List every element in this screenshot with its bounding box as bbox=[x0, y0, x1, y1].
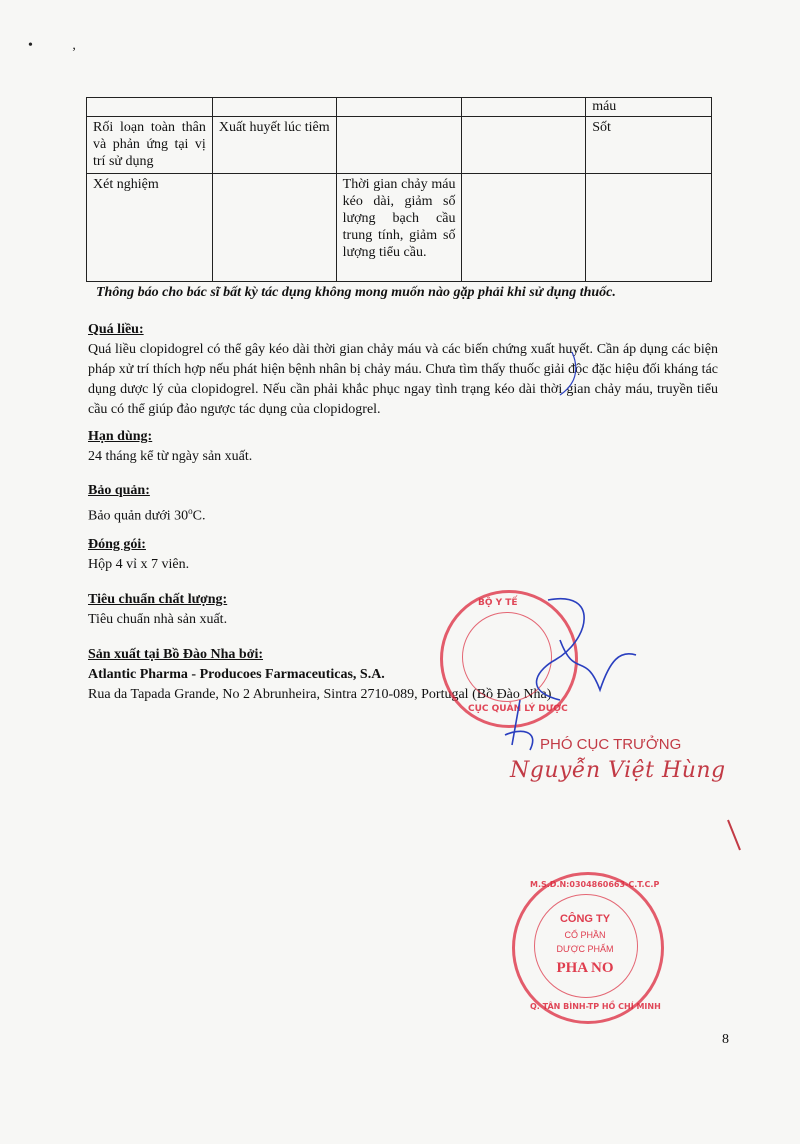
company-stamp-line1: CÔNG TY bbox=[559, 913, 611, 925]
quality-heading: Tiêu chuẩn chất lượng: bbox=[88, 592, 228, 607]
table-cell: Thời gian chảy máu kéo dài, giảm số lượng bạch cầu trung tính, giảm số lượng tiểu cầu. bbox=[336, 174, 462, 282]
manufacturer-heading: Sản xuất tại Bồ Đào Nha bởi: bbox=[88, 647, 264, 662]
table-cell: máu bbox=[586, 98, 712, 117]
storage-text: Bảo quản dưới 30$^o$C. bbox=[88, 506, 206, 524]
company-stamp-ring-bottom: Q. TÂN BÌNH-TP HỒ CHÍ MINH bbox=[530, 1002, 661, 1011]
table-cell: Rối loạn toàn thân và phản ứng tại vị trí sử dụng bbox=[87, 117, 213, 174]
packaging-heading: Đóng gói: bbox=[88, 537, 146, 552]
manufacturer-address: Rua da Tapada Grande, No 2 Abrunheira, Sintra 2710-089, Portugal (Bồ Đào Nha) bbox=[88, 687, 552, 702]
adverse-effects-notice: Thông báo cho bác sĩ bất kỳ tác dụng không mong muốn nào gặp phải khi sử dụng thuốc. bbox=[96, 285, 616, 300]
table-cell: Xuất huyết lúc tiêm bbox=[212, 117, 336, 174]
overdose-heading: Quá liều: bbox=[88, 322, 144, 337]
signatory-name: Nguyễn Việt Hùng bbox=[510, 758, 726, 783]
company-stamp-line2: CỔ PHẦN bbox=[564, 930, 606, 940]
shelf-life-text: 24 tháng kể từ ngày sản xuất. bbox=[88, 449, 253, 464]
table-cell: Xét nghiệm bbox=[87, 174, 213, 282]
company-stamp-line4: PHA NO bbox=[556, 960, 614, 976]
ministry-stamp-bottom-text: CỤC QUẢN LÝ DƯỢC bbox=[468, 704, 568, 714]
company-stamp-ring-top: M.S.D.N:0304860663-C.T.C.P bbox=[530, 880, 660, 889]
shelf-life-heading: Hạn dùng: bbox=[88, 429, 153, 444]
table-cell: Sốt bbox=[586, 117, 712, 174]
packaging-text: Hộp 4 vỉ x 7 viên. bbox=[88, 557, 190, 572]
manufacturer-company: Atlantic Pharma - Producoes Farmaceuticas, S.A. bbox=[88, 667, 385, 682]
company-stamp-line3: DƯỢC PHẨM bbox=[556, 944, 614, 954]
signatory-title: PHÓ CỤC TRƯỞNG bbox=[540, 736, 682, 753]
ministry-stamp-top-text: BỘ Y TẾ bbox=[478, 598, 518, 608]
quality-text: Tiêu chuẩn nhà sản xuất. bbox=[88, 612, 228, 627]
page-number: 8 bbox=[722, 1032, 729, 1047]
scan-marks: • , bbox=[28, 38, 94, 53]
storage-heading: Bảo quản: bbox=[88, 483, 150, 498]
overdose-text: Quá liều clopidogrel có thể gây kéo dài thời gian chảy máu và các biến chứng xuất huyết. Cần áp dụng các biện pháp xử trí thích hợp nếu phát hiện bệnh nhân bị chảy máu. Chưa tìm thấy thuốc giải độc đặc hiệu đối kháng tác dụng dược lý của clopidogrel. Nếu cần phải khắc phục ngay tình trạng kéo dài thời gian chảy máu, truyền tiểu cầu có thể giúp đảo ngược tác dụng của clopidogrel. bbox=[88, 342, 718, 417]
